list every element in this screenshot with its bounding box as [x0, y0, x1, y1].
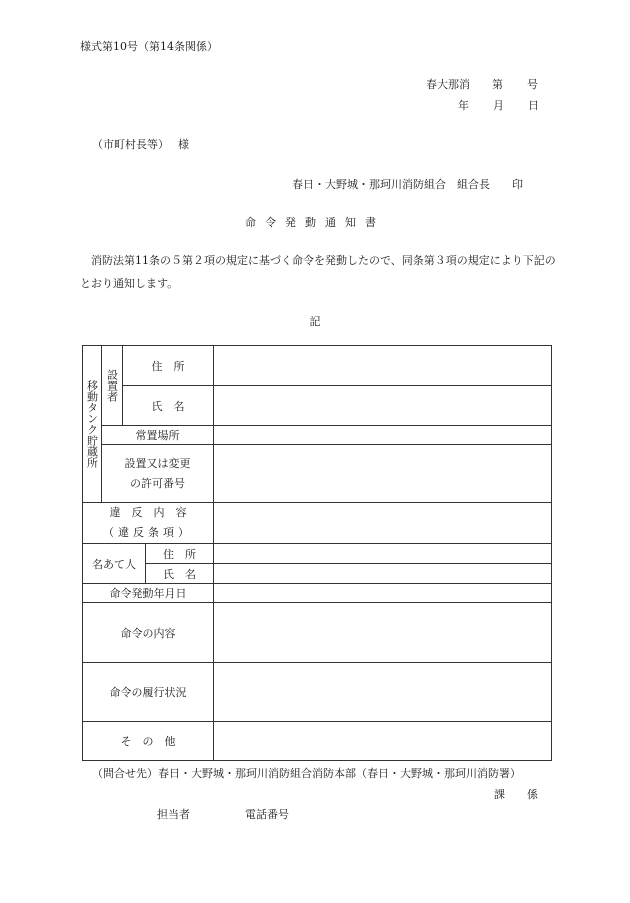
order-content-label: 命令の内容: [83, 603, 214, 663]
reference-dai: 第: [492, 78, 503, 91]
recipient-address-label: 住 所: [146, 544, 214, 564]
order-date-value[interactable]: [214, 584, 552, 603]
installer-label: 設置者: [102, 346, 123, 426]
violation-value[interactable]: [214, 503, 552, 544]
order-status-value[interactable]: [214, 663, 552, 722]
permit-number-value[interactable]: [214, 445, 552, 503]
installer-address-label: 住 所: [123, 346, 214, 386]
other-label: そ の 他: [83, 722, 214, 761]
date-month: 月: [493, 99, 504, 112]
storage-place-value[interactable]: [214, 426, 552, 445]
reference-go: 号: [527, 78, 538, 91]
violation-label-line2: （違反条項）: [103, 526, 193, 539]
date-day: 日: [528, 99, 539, 112]
mobile-tank-storage-label: 移動タンク貯蔵所: [83, 346, 102, 503]
body-text: 消防法第11条の５第２項の規定に基づく命令を発動したので、同条第３項の規定により下記のとおり通知します。: [80, 254, 556, 290]
reference-prefix: 春大那消: [426, 78, 470, 91]
date-year: 年: [458, 99, 469, 112]
reference-number: [426, 76, 538, 92]
permit-label-line2: の許可番号: [130, 476, 185, 490]
form-number: 様式第10号（第14条関係）: [80, 40, 218, 53]
installer-name-value[interactable]: [214, 386, 552, 426]
recipient-name-label: 氏 名: [146, 564, 214, 584]
inquiry-contact: （問合せ先）春日・大野城・那珂川消防組合消防本部（春日・大野城・那珂川消防署）: [92, 767, 521, 780]
storage-place-label: 常置場所: [102, 426, 214, 445]
addressee: （市町村長等） 様: [92, 138, 189, 151]
recipient-label: 名あて人: [83, 544, 146, 584]
sender: 春日・大野城・那珂川消防組合 組合長 印: [292, 178, 523, 191]
permit-number-label: [102, 445, 214, 503]
contact-line: 担当者 電話番号: [157, 808, 289, 821]
order-status-label: 命令の履行状況: [83, 663, 214, 722]
issue-date: [458, 97, 539, 113]
ki-heading: 記: [309, 315, 321, 328]
installer-name-label: 氏 名: [123, 386, 214, 426]
violation-label-line1: 違 反 内 容: [109, 506, 187, 519]
notification-form-table: [82, 345, 552, 761]
installer-address-value[interactable]: [214, 346, 552, 386]
order-content-value[interactable]: [214, 603, 552, 663]
recipient-address-value[interactable]: [214, 544, 552, 564]
recipient-name-value[interactable]: [214, 564, 552, 584]
order-date-label: 命令発動年月日: [83, 584, 214, 603]
permit-label-line1: 設置又は変更: [124, 456, 191, 470]
other-value[interactable]: [214, 722, 552, 761]
violation-label: [83, 503, 214, 544]
document-title: 命令発動通知書: [245, 216, 385, 229]
section-line: 課 係: [494, 788, 538, 801]
